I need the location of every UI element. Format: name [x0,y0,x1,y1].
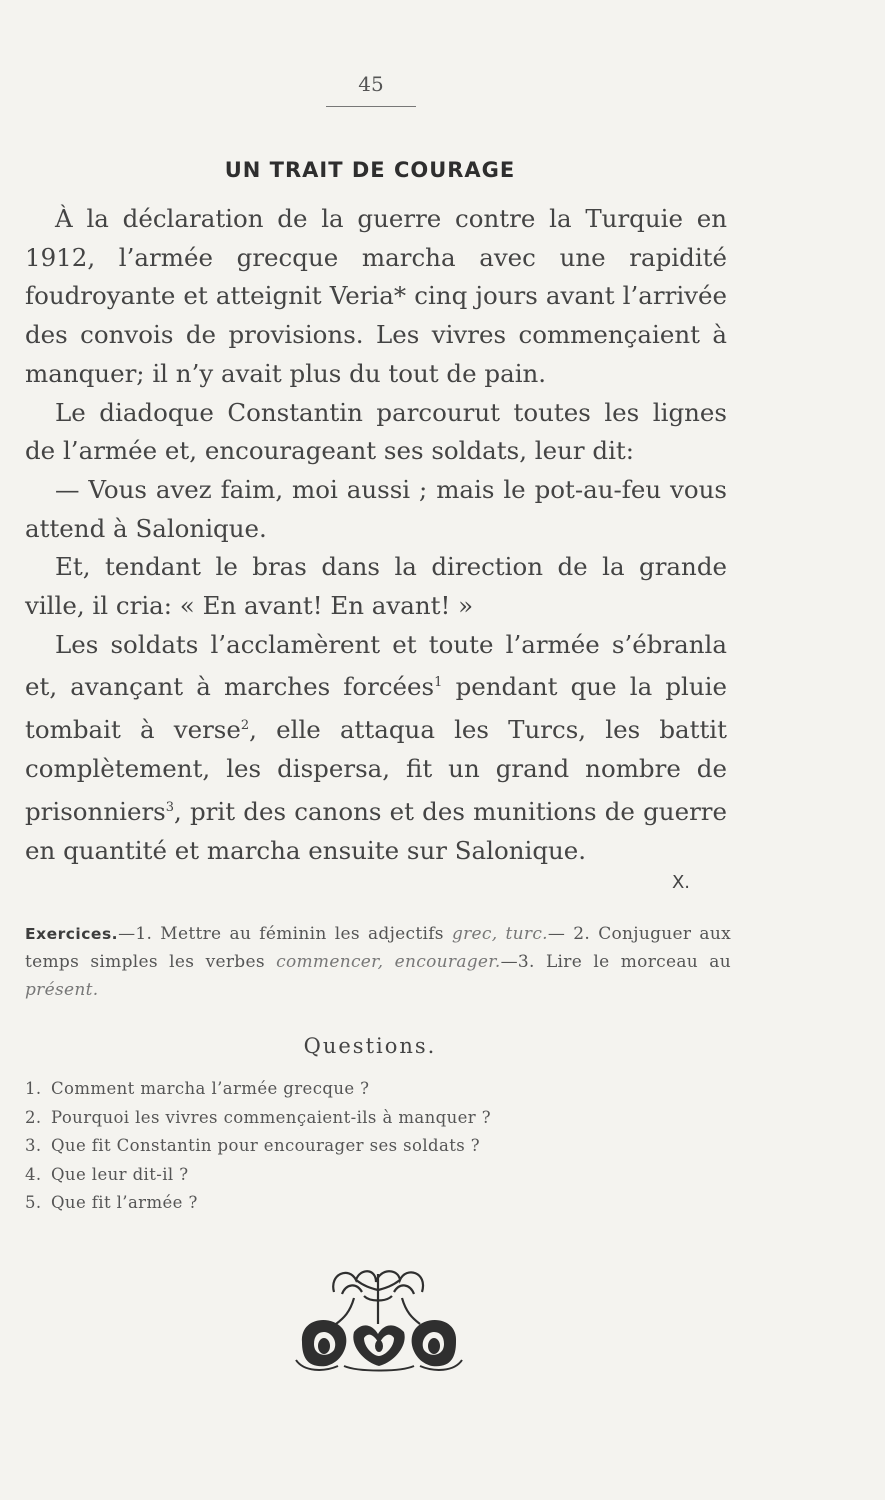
story-paragraph-1: À la déclaration de la guerre contre la Turquie en 1912, l’armée grecque marcha avec une rapidité foudroyante et atteignit Veria* cinq jours avant l’arrivée des convois de provisions. Les vivres commençaient à manquer; il n’y avait plus du tout de pain. [25,204,727,388]
footnote-ref-1: 1 [434,675,443,691]
footnote-ref-2: 2 [240,718,250,734]
page-number-rule [326,106,416,107]
question-item [25,1104,645,1133]
question-text: Que fit l’armée ? [51,1193,198,1212]
story-p5-part1: Les soldats l’acclamèrent et toute l’armée s’ébranla et, avançant à marches forcées [25,629,727,702]
exercise-text-1: —1. Mettre au féminin les adjectifs [118,924,452,944]
exercise-text-3: —3. Lire le morceau au [500,952,731,972]
question-item [25,1132,645,1161]
question-number: 3. [25,1136,42,1155]
story-paragraph-2: Le diadoque Constantin parcourut toutes les lignes de l’armée et, encourageant ses soldats, leur dit: [25,397,727,466]
question-text: Que fit Constantin pour encourager ses soldats ? [51,1136,480,1155]
story-p5-part3: , elle attaqua les Turcs, les battit complètement, les dispersa, fit un grand nombre de prisonniers [25,715,727,827]
exercises-label: Exercices. [25,925,119,943]
story-p5-part4: , prit des canons et des munitions de guerre en quantité et marcha ensuite sur Salonique. [25,797,727,865]
question-item [25,1161,645,1190]
question-item [25,1189,645,1218]
question-item [25,1075,645,1104]
story-paragraph-5 [25,626,727,871]
question-number: 5. [25,1193,42,1212]
floral-ornament-icon [294,1262,464,1374]
questions-title: Questions. [303,1034,437,1058]
exercises-block [25,920,731,1004]
question-number: 2. [25,1107,42,1127]
exercise-italic-1: grec, turc. [451,924,548,944]
question-number: 4. [25,1164,42,1184]
footnote-ref-3: 3 [165,799,175,815]
question-text: Pourquoi les vivres commençaient-ils à manquer ? [51,1107,491,1127]
author-signature: X. [671,872,690,893]
page-number: 45 [358,72,384,96]
question-text: Comment marcha l’armée grecque ? [51,1079,370,1098]
questions-list [25,1075,645,1218]
exercise-text-2: — 2. Conjuguer aux temps simples les verbes [25,924,732,972]
story-text [25,200,727,870]
exercise-italic-2: commencer, encourager. [276,952,501,972]
story-p5-part2: pendant que la pluie tombait à verse [25,672,727,745]
exercise-italic-3: présent. [25,980,99,1000]
story-paragraph-4: Et, tendant le bras dans la direction de la grande ville, il cria: « En avant! En avant! » [25,552,727,621]
question-text: Que leur dit-il ? [51,1164,189,1184]
question-number: 1. [25,1079,42,1098]
story-paragraph-3: — Vous avez faim, moi aussi ; mais le pot-au-feu vous attend à Salonique. [25,474,727,543]
page-title: UN TRAIT DE COURAGE [224,158,516,182]
